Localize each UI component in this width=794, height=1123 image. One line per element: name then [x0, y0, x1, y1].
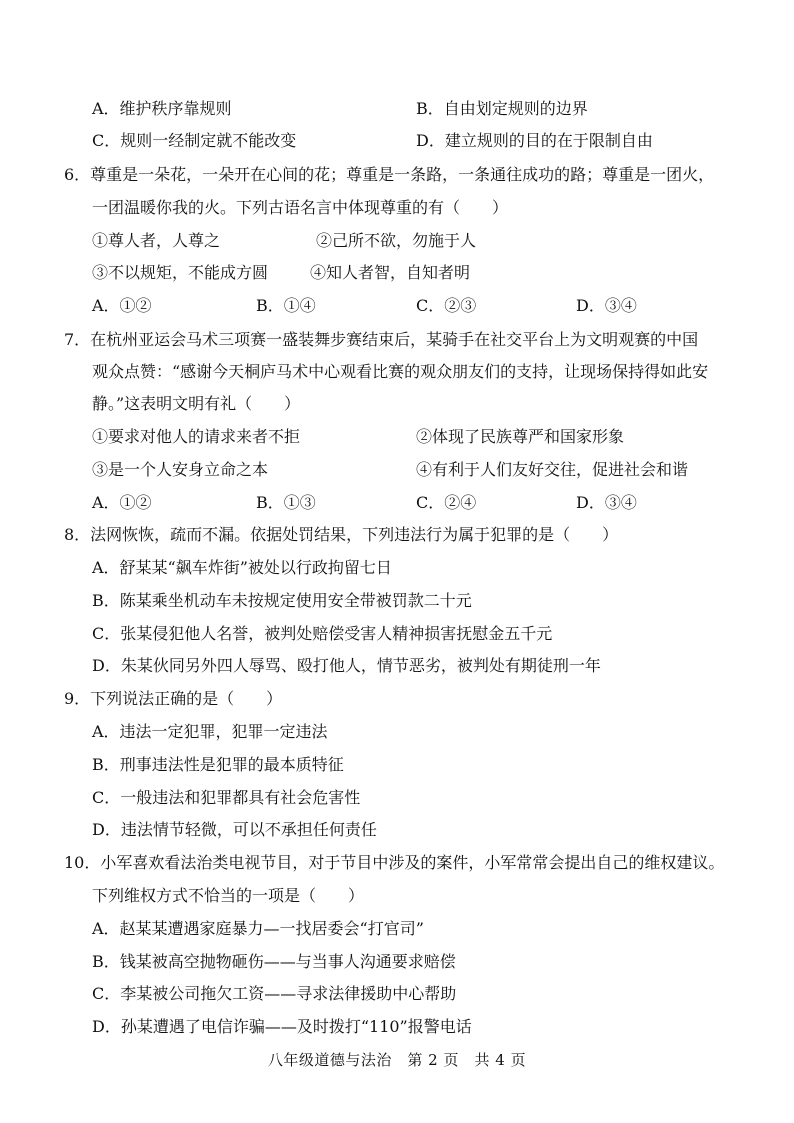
q7-statement-1: ①要求对他人的请求来者不拒 — [92, 427, 301, 446]
q8-option-c: C．张某侵犯他人名誉，被判处赔偿受害人精神损害抚慰金五千元 — [92, 624, 553, 643]
q10-option-c: C．李某被公司拖欠工资——寻求法律援助中心帮助 — [92, 984, 457, 1003]
q8-option-b: B．陈某乘坐机动车未按规定使用安全带被罚款二十元 — [92, 591, 472, 610]
q10-stem-line2: 下列维权方式不恰当的一项是（ ） — [92, 886, 365, 905]
q7-option-c: C．②④ — [416, 493, 477, 512]
q8-option-d: D．朱某伙同另外四人辱骂、殴打他人，情节恶劣，被判处有期徒刑一年 — [92, 656, 601, 675]
q6-stem-line1: 6．尊重是一朵花，一朵开在心间的花；尊重是一条路，一条通往成功的路；尊重是一团火， — [64, 165, 715, 184]
q6-stem-line2: 一团温暖你我的火。下列古语名言中体现尊重的有（ ） — [92, 198, 509, 217]
q7-option-a: A．①② — [92, 493, 152, 512]
q5-option-c: C．规则一经制定就不能改变 — [92, 131, 297, 150]
q8-stem: 8．法网恢恢，疏而不漏。依据处罚结果，下列违法行为属于犯罪的是（ ） — [64, 525, 619, 544]
page-footer: 八年级道德与法治 第 2 页 共 4 页 — [267, 1051, 527, 1069]
q9-option-a: A．违法一定犯罪，犯罪一定违法 — [92, 722, 328, 741]
q7-option-d: D．③④ — [576, 493, 637, 512]
q6-statement-3: ③不以规矩，不能成方圆 — [92, 263, 269, 282]
q5-option-b: B．自由划定规则的边界 — [416, 99, 588, 118]
q9-stem: 9．下列说法正确的是（ ） — [64, 689, 283, 708]
q9-option-b: B．刑事违法性是犯罪的最本质特征 — [92, 755, 344, 774]
q7-option-b: B．①③ — [256, 493, 316, 512]
q5-option-d: D．建立规则的目的在于限制自由 — [416, 131, 653, 150]
q7-stem-line2: 观众点赞：“感谢今天桐庐马术中心观看比赛的观众朋友们的支持，让现场保持得如此安 — [92, 362, 709, 381]
q7-statement-2: ②体现了民族尊严和国家形象 — [416, 427, 625, 446]
q6-option-d: D．③④ — [576, 296, 637, 315]
q10-option-a: A．赵某某遭遇家庭暴力—一找居委会“打官司” — [92, 919, 424, 938]
q7-stem-line3: 静。”这表明文明有礼（ ） — [92, 394, 301, 413]
q6-option-c: C．②③ — [416, 296, 477, 315]
q6-statement-2: ②己所不欲，勿施于人 — [316, 231, 477, 250]
q10-stem-line1: 10．小军喜欢看法治类电视节目，对于节目中涉及的案件，小军常常会提出自己的维权建议。 — [64, 853, 725, 872]
q6-option-a: A．①② — [92, 296, 152, 315]
q7-statement-3: ③是一个人安身立命之本 — [92, 460, 269, 479]
q6-statement-1: ①尊人者，人尊之 — [92, 231, 221, 250]
q6-statement-4: ④知人者智，自知者明 — [310, 263, 471, 282]
q7-stem-line1: 7．在杭州亚运会马术三项赛一盛装舞步赛结束后，某骑手在社交平台上为文明观赛的中国 — [64, 330, 699, 349]
q9-option-c: C．一般违法和犯罪都具有社会危害性 — [92, 788, 361, 807]
q5-option-a: A．维护秩序靠规则 — [92, 99, 232, 118]
q7-statement-4: ④有利于人们友好交往，促进社会和谐 — [416, 460, 689, 479]
q6-option-b: B．①④ — [256, 296, 316, 315]
q8-option-a: A．舒某某“飙车炸街”被处以行政拘留七日 — [92, 558, 392, 577]
q9-option-d: D．违法情节轻微，可以不承担任何责任 — [92, 820, 377, 839]
q10-option-d: D．孙某遭遇了电信诈骗——及时拨打“110”报警电话 — [92, 1017, 472, 1036]
q10-option-b: B．钱某被高空抛物砸伤——与当事人沟通要求赔偿 — [92, 952, 456, 971]
